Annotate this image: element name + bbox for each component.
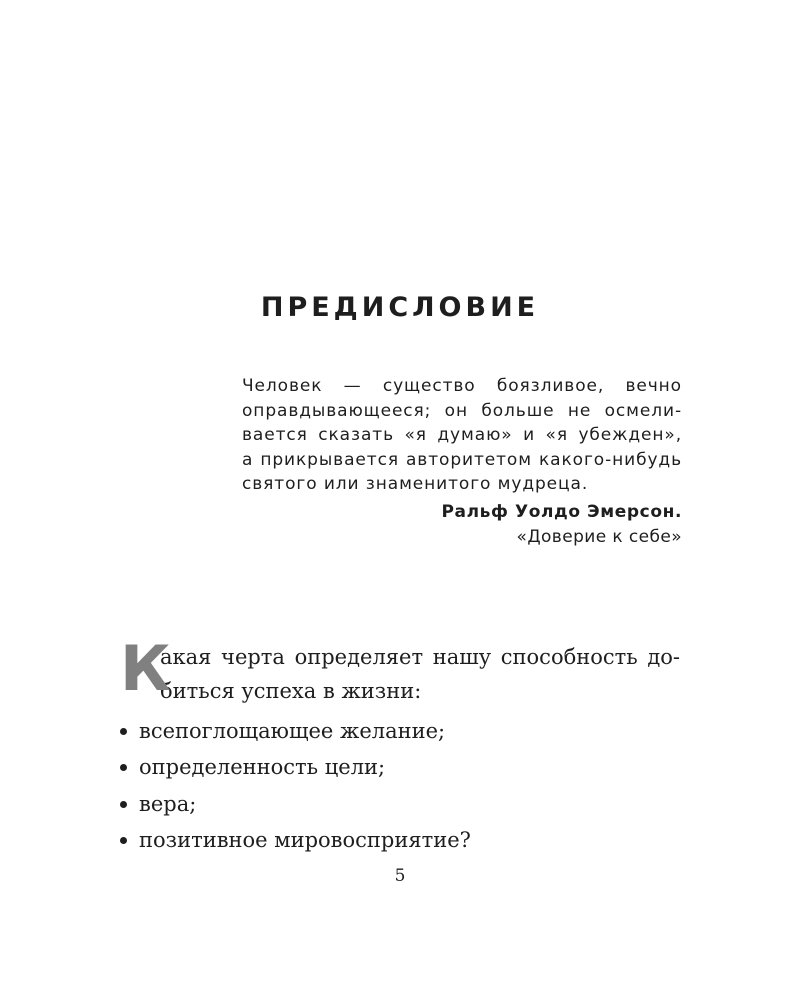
epigraph-quote [242,374,682,497]
drop-cap-letter: К [120,632,171,705]
epigraph-author: Ральф Уолдо Эмерсон. [441,502,682,522]
epigraph-line: вается сказать «я думаю» и «я убежден», [242,425,682,445]
page-number: 5 [394,866,406,886]
bullet-icon [120,764,127,771]
bullet-icon [120,837,127,844]
list-item-text: всепоглощающее желание; [139,719,446,743]
epigraph-line: а прикрывается авторитетом какого-нибудь [242,449,682,470]
list-item-text: вера; [139,791,197,816]
intro-paragraph [120,632,680,708]
chapter-heading: ПРЕДИСЛОВИЕ [260,292,540,323]
paragraph-line: биться успеха в жизни: [160,679,422,703]
epigraph-attribution [242,500,682,549]
list-item [120,786,680,822]
trait-list [120,713,680,858]
list-item [120,822,680,858]
epigraph-line: Человек — существо боязливое, вечно [242,376,682,396]
paragraph-line: акая черта определяет нашу способность до- [160,645,680,669]
epigraph-source: «Доверие к себе» [516,526,682,547]
list-item [120,749,680,785]
bullet-icon [120,728,127,735]
bullet-icon [120,801,127,808]
epigraph-line: святого или знаменитого мудреца. [242,474,589,494]
list-item [120,713,680,749]
epigraph-line: оправдывающееся; он больше не осмели- [242,400,682,421]
list-item-text: позитивное мировосприятие? [139,827,471,852]
list-item-text: определенность цели; [139,755,386,780]
